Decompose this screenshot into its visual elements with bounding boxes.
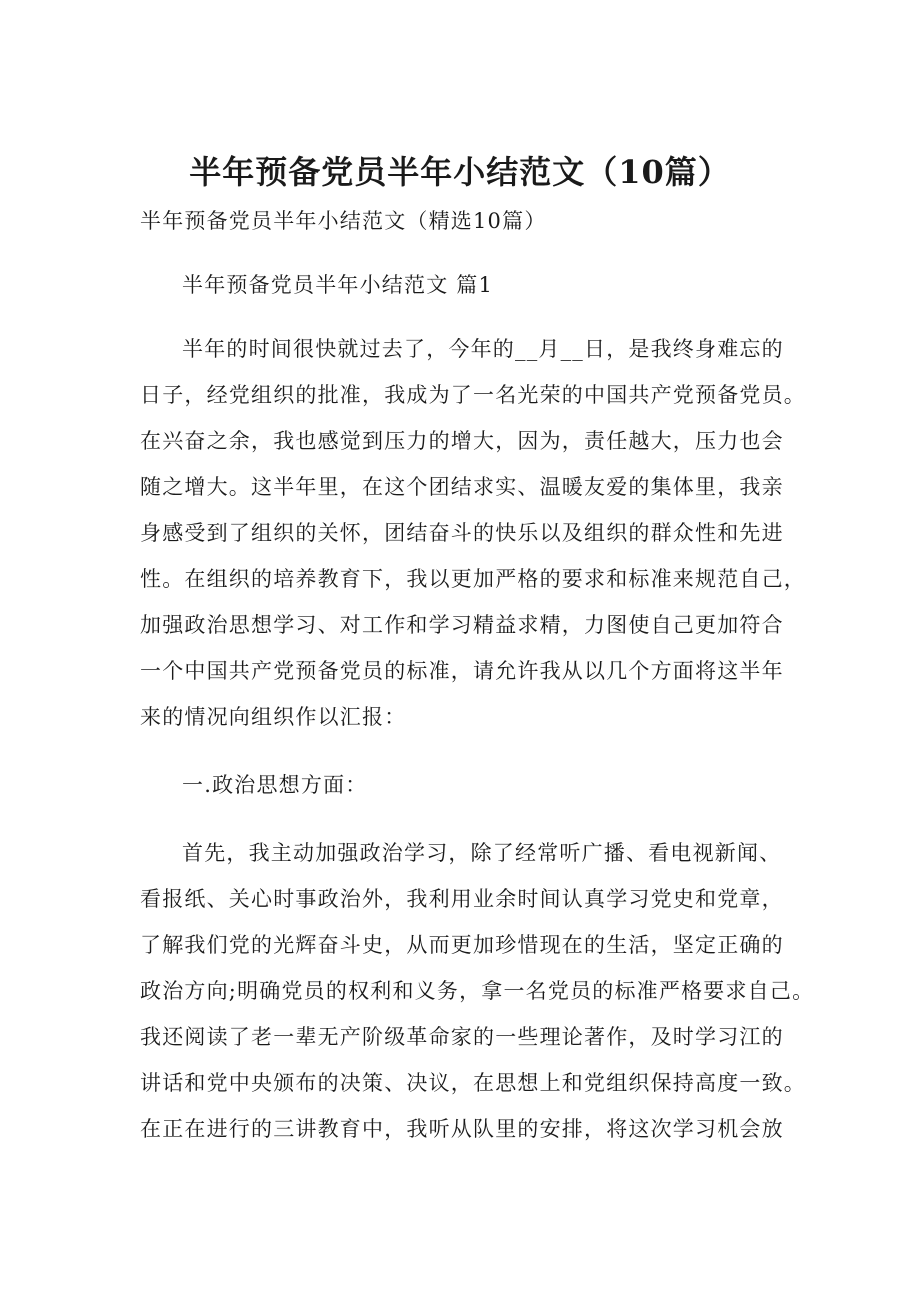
- paragraph-line: 了解我们党的光辉奋斗史，从而更加珍惜现在的生活，坚定正确的: [140, 933, 784, 957]
- paragraph-line: 政治方向;明确党员的权利和义务，拿一名党员的标准严格要求自己。: [140, 979, 815, 1003]
- paragraph-line: 在正在进行的三讲教育中，我听从队里的安排，将这次学习机会放: [140, 1117, 784, 1141]
- paragraph-line: 一个中国共产党预备党员的标准，请允许我从以几个方面将这半年: [140, 659, 784, 683]
- paragraph-line: 随之增大。这半年里，在这个团结求实、温暖友爱的集体里，我亲: [140, 475, 784, 499]
- paragraph-line: 我还阅读了老一辈无产阶级革命家的一些理论著作，及时学习江的: [140, 1025, 784, 1049]
- paragraph-line: 半年的时间很快就过去了，今年的__月__日，是我终身难忘的: [182, 337, 784, 361]
- paragraph-line: 首先，我主动加强政治学习，除了经常听广播、看电视新闻、: [182, 841, 782, 865]
- paragraph-line: 来的情况向组织作以汇报：: [140, 705, 407, 729]
- document-title: 半年预备党员半年小结范文（10篇）: [189, 153, 731, 191]
- paragraph-line: 加强政治思想学习、对工作和学习精益求精，力图使自己更加符合: [140, 613, 784, 637]
- paragraph-line: 性。在组织的培养教育下，我以更加严格的要求和标准来规范自己，: [140, 567, 806, 591]
- paragraph-line: 在兴奋之余，我也感觉到压力的增大，因为，责任越大，压力也会: [140, 429, 784, 453]
- subheading-political-thought: 一.政治思想方面：: [182, 773, 368, 797]
- paragraph-line: 身感受到了组织的关怀，团结奋斗的快乐以及组织的群众性和先进: [140, 521, 784, 545]
- section-heading: 半年预备党员半年小结范文 篇1: [182, 273, 494, 297]
- document-subtitle: 半年预备党员半年小结范文（精选10篇）: [140, 209, 547, 233]
- paragraph-line: 看报纸、关心时事政治外，我利用业余时间认真学习党史和党章，: [140, 887, 784, 911]
- paragraph-line: 日子，经党组织的批准，我成为了一名光荣的中国共产党预备党员。: [140, 383, 806, 407]
- paragraph-line: 讲话和党中央颁布的决策、决议，在思想上和党组织保持高度一致。: [140, 1071, 806, 1095]
